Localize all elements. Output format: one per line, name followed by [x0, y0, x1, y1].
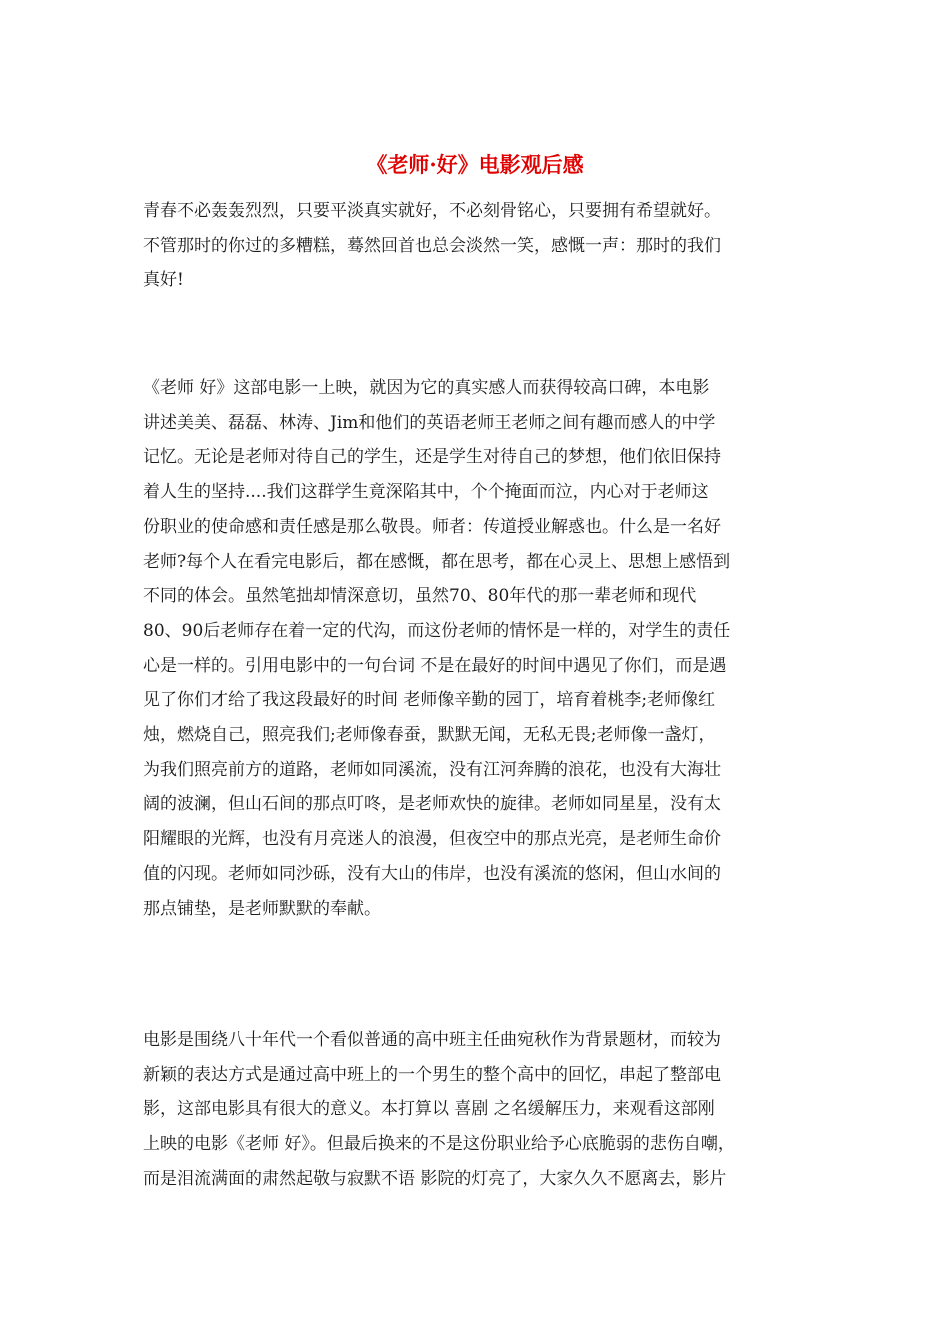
paragraph-line: 《老师 好》这部电影一上映，就因为它的真实感人而获得较高口碑，本电影 [143, 378, 710, 398]
paragraph-line: 电影是围绕八十年代一个看似普通的高中班主任曲宛秋作为背景题材，而较为 [143, 1030, 721, 1050]
paragraph-line: 真好! [143, 270, 184, 291]
paragraph-line: 记忆。无论是老师对待自己的学生，还是学生对待自己的梦想，他们依旧保持 [143, 447, 721, 468]
paragraph-line: 烛，燃烧自己，照亮我们;老师像春蚕，默默无闻，无私无畏;老师像一盏灯， [143, 725, 716, 746]
paragraph-line: 心是一样的。引用电影中的一句台词 不是在最好的时间中遇见了你们，而是遇 [143, 655, 727, 676]
paragraph-body-2 [143, 1023, 811, 1197]
paragraph-line: 值的闪现。老师如同沙砾，没有大山的伟岸，也没有溪流的悠闲，但山水间的 [143, 863, 721, 884]
paragraph-line: 上映的电影《老师 好》。但最后换来的不是这份职业给予心底脆弱的悲伤自嘲， [143, 1134, 735, 1155]
paragraph-line: 青春不必轰轰烈烈，只要平淡真实就好，不必刻骨铭心，只要拥有希望就好。 [143, 201, 721, 221]
paragraph-intro [143, 194, 811, 298]
paragraph-line: 新颖的表达方式是通过高中班上的一个男生的整个高中的回忆，串起了整部电 [143, 1064, 721, 1085]
paragraph-line: 而是泪流满面的肃然起敬与寂默不语 影院的灯亮了，大家久久不愿离去，影片 [143, 1168, 727, 1189]
paragraph-line: 为我们照亮前方的道路，老师如同溪流，没有江河奔腾的浪花，也没有大海壮 [143, 759, 721, 780]
paragraph-line: 那点铺垫，是老师默默的奉献。 [143, 898, 381, 919]
paragraph-line: 份职业的使命感和责任感是那么敬畏。师者：传道授业解惑也。什么是一名好 [143, 516, 721, 537]
paragraph-line: 80、90后老师存在着一定的代沟，而这份老师的情怀是一样的，对学生的责任 [143, 620, 731, 641]
paragraph-line: 不管那时的你过的多糟糕，蓦然回首也总会淡然一笑，感慨一声：那时的我们 [143, 235, 721, 256]
paragraph-line: 讲述美美、磊磊、林涛、Jim和他们的英语老师王老师之间有趣而感人的中学 [143, 412, 716, 433]
paragraph-line: 影，这部电影具有很大的意义。本打算以 喜剧 之名缓解压力，来观看这部刚 [143, 1099, 715, 1120]
paragraph-line: 着人生的坚持....我们这群学生竟深陷其中，个个掩面而泣，内心对于老师这 [143, 482, 709, 503]
document-title: 《老师·好》电影观后感 [366, 152, 584, 177]
paragraph-line: 阔的波澜，但山石间的那点叮咚，是老师欢快的旋律。老师如同星星，没有太 [143, 794, 721, 815]
paragraph-line: 不同的体会。虽然笔拙却情深意切，虽然70、80年代的那一辈老师和现代 [143, 586, 697, 607]
paragraph-line: 阳耀眼的光辉，也没有月亮迷人的浪漫，但夜空中的那点光亮，是老师生命价 [143, 829, 721, 850]
paragraph-body-1 [143, 371, 811, 926]
paragraph-line: 见了你们才给了我这段最好的时间 老师像辛勤的园丁，培育着桃李;老师像红 [143, 690, 716, 711]
paragraph-line: 老师?每个人在看完电影后，都在感慨，都在思考，都在心灵上、思想上感悟到 [143, 551, 731, 572]
